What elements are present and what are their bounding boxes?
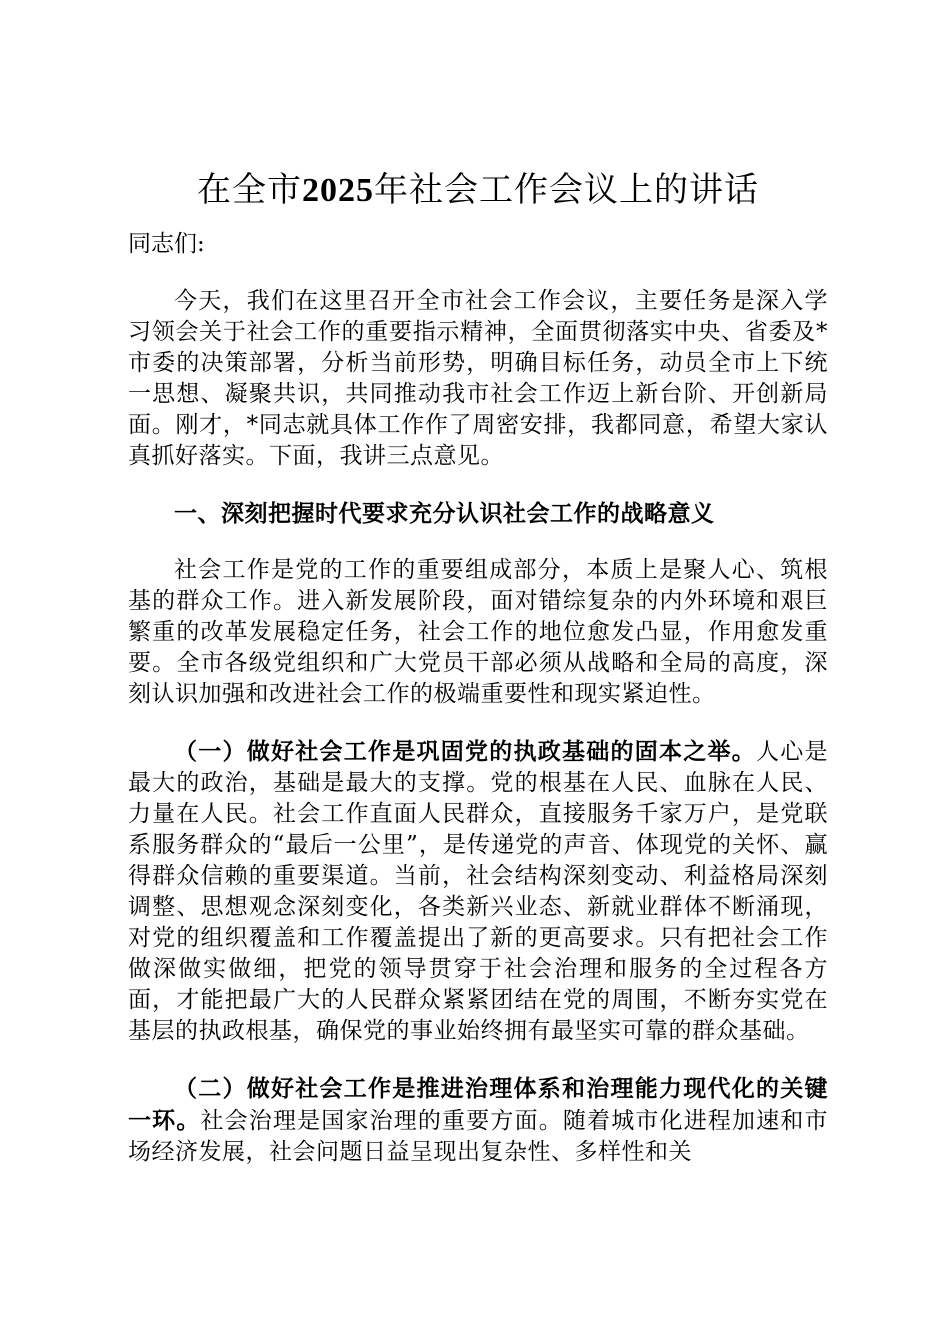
section-heading-1: 一、深刻把握时代要求充分认识社会工作的战略意义 xyxy=(174,500,715,527)
point-2-paragraph xyxy=(128,1073,828,1168)
intro-paragraph: 今天，我们在这里召开全市社会工作会议，主要任务是深入学习领会关于社会工作的重要指示精神，全面贯彻落实中央、省委及*市委的决策部署，分析当前形势，明确目标任务，动员全市上下统一思想、凝聚共识，共同推动我市社会工作迈上新台阶、开创新局面。刚才，*同志就具体工作作了周密安排，我都同意，希望大家认真抓好落实。下面，我讲三点意见。 xyxy=(128,288,828,469)
point-2-body: 社会治理是国家治理的重要方面。随着城市化进程加速和市场经济发展，社会问题日益呈现出复杂性、多样性和关 xyxy=(128,1108,829,1165)
document-title xyxy=(128,162,828,219)
document-page xyxy=(128,162,828,1194)
salutation: 同志们: xyxy=(128,231,205,257)
point-2-lead: （二）做好社会工作是推进治理体系和治理能力现代化的关键一环。 xyxy=(128,1075,828,1134)
title-prefix: 在全市 xyxy=(197,170,302,210)
point-1-lead: （一）做好社会工作是巩固党的执政基础的固本之举。 xyxy=(174,738,756,765)
point-1-body: 人心是最大的政治，基础是最大的支撑。党的根基在人民、血脉在人民、力量在人民。社会工作直面人民群众，直接服务千家万户，是党联系服务群众的“最后一公里”，是传递党的声音、体现党的关怀、赢得群众信赖的重要渠道。当前，社会结构深刻变动、利益格局深刻调整、思想观念深刻变化，各类新兴业态、新就业群体不断涌现，对党的组织覆盖和工作覆盖提出了新的更高要求。只有把社会工作做深做实做细，把党的领导贯穿于社会治理和服务的全过程各方面，才能把最广大的人民群众紧紧团结在党的周围，不断夯实党在基层的执政根基，确保党的事业始终拥有最坚实可靠的群众基础。 xyxy=(128,739,828,1044)
section-1-paragraph: 社会工作是党的工作的重要组成部分，本质上是聚人心、筑根基的群众工作。进入新发展阶段，面对错综复杂的内外环境和艰巨繁重的改革发展稳定任务，社会工作的地位愈发凸显，作用愈发重要。全市各级党组织和广大党员干部必须从战略和全局的高度，深刻认识加强和改进社会工作的极端重要性和现实紧迫性。 xyxy=(128,557,828,707)
point-1-paragraph xyxy=(128,736,828,1047)
title-suffix: 年社会工作会议上的讲话 xyxy=(374,170,759,210)
title-year: 2025 xyxy=(302,172,374,209)
